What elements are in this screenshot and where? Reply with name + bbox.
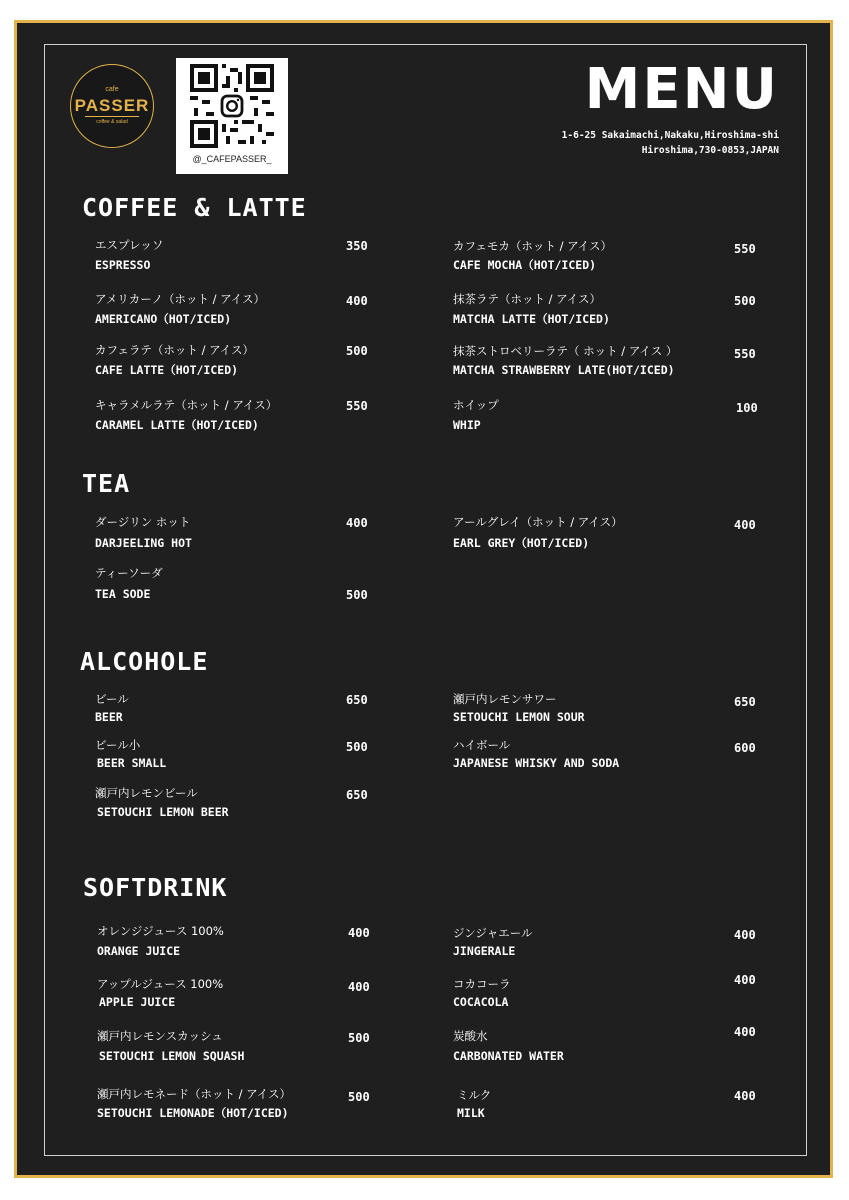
item-en-name: MATCHA STRAWBERRY LATE(HOT/ICED): [453, 363, 675, 377]
item-en-name: DARJEELING HOT: [95, 536, 192, 550]
address: [562, 128, 779, 158]
item-en-name: CARBONATED WATER: [453, 1049, 564, 1063]
item-jp-name: 瀬戸内レモンビール: [95, 786, 198, 800]
item-en-name: BEER: [95, 710, 123, 724]
instagram-qr-code[interactable]: [176, 58, 288, 174]
item-price: 550: [734, 242, 756, 256]
item-price: 650: [734, 695, 756, 709]
qr-pattern: [190, 64, 274, 148]
item-en-name: SETOUCHI LEMON SQUASH: [99, 1049, 245, 1063]
item-price: 400: [734, 1025, 756, 1039]
item-price: 500: [346, 344, 368, 358]
address-line-1: 1-6-25 Sakaimachi,Nakaku,Hiroshima-shi: [561, 130, 779, 141]
item-jp-name: 炭酸水: [453, 1029, 488, 1043]
logo-subtitle: coffee & salad: [96, 119, 128, 125]
logo-top-text: cafe: [105, 86, 119, 93]
item-en-name: MATCHA LATTE（HOT/ICED): [453, 312, 610, 326]
item-price: 400: [734, 1089, 756, 1103]
item-en-name: CARAMEL LATTE（HOT/ICED): [95, 418, 259, 432]
item-jp-name: ミルク: [457, 1088, 492, 1102]
item-price: 400: [346, 294, 368, 308]
item-en-name: CAFE MOCHA（HOT/ICED): [453, 258, 597, 272]
logo-name: PASSER: [74, 96, 150, 115]
page-title: MENU: [584, 57, 779, 122]
item-jp-name: ダージリン ホット: [95, 515, 191, 529]
item-jp-name: ビール: [95, 692, 129, 706]
item-price: 550: [734, 347, 756, 361]
section-title-alcohol: ALCOHOLE: [80, 647, 209, 676]
item-en-name: APPLE JUICE: [99, 995, 176, 1009]
item-en-name: SETOUCHI LEMON BEER: [97, 805, 229, 819]
section-title-tea: TEA: [82, 469, 131, 498]
item-en-name: WHIP: [453, 418, 481, 432]
item-en-name: SETOUCHI LEMON SOUR: [453, 710, 585, 724]
item-en-name: ORANGE JUICE: [97, 944, 181, 958]
logo-divider: [85, 116, 139, 117]
item-price: 600: [734, 741, 756, 755]
item-price: 400: [348, 980, 370, 994]
item-jp-name: ホイップ: [453, 398, 499, 412]
instagram-handle: @_CAFEPASSER_: [192, 154, 272, 164]
item-jp-name: 瀬戸内レモンスカッシュ: [97, 1029, 223, 1043]
item-en-name: JINGERALE: [453, 944, 516, 958]
item-jp-name: カフェモカ（ホット / アイス）: [453, 239, 612, 253]
item-price: 100: [736, 401, 758, 415]
section-title-softdrink: SOFTDRINK: [83, 873, 228, 902]
item-jp-name: アールグレイ（ホット / アイス）: [453, 515, 623, 529]
item-jp-name: オレンジジュース 100%: [97, 924, 224, 938]
item-price: 650: [346, 693, 368, 707]
item-price: 650: [346, 788, 368, 802]
item-price: 500: [346, 588, 368, 602]
item-price: 500: [734, 294, 756, 308]
section-title-coffee: COFFEE & LATTE: [82, 193, 307, 222]
item-en-name: CAFE LATTE（HOT/ICED): [95, 363, 239, 377]
item-en-name: SETOUCHI LEMONADE（HOT/ICED): [97, 1106, 289, 1120]
item-jp-name: アップルジュース 100%: [97, 977, 224, 991]
item-jp-name: ハイボール: [453, 738, 511, 752]
item-jp-name: ジンジャエール: [453, 926, 533, 940]
item-en-name: TEA SODE: [95, 587, 151, 601]
item-jp-name: 抹茶ラテ（ホット / アイス）: [453, 292, 602, 306]
item-jp-name: 瀬戸内レモンサワー: [453, 692, 557, 706]
item-en-name: JAPANESE WHISKY AND SODA: [453, 756, 620, 770]
item-en-name: AMERICANO（HOT/ICED): [95, 312, 232, 326]
cafe-logo: [70, 64, 154, 148]
item-jp-name: ティーソーダ: [95, 566, 163, 580]
item-jp-name: 抹茶ストロベリーラテ（ ホット / アイス ）: [453, 344, 678, 358]
item-en-name: COCACOLA: [453, 995, 509, 1009]
item-en-name: BEER SMALL: [97, 756, 167, 770]
item-price: 400: [734, 973, 756, 987]
item-en-name: MILK: [457, 1106, 485, 1120]
item-jp-name: カフェラテ（ホット / アイス）: [95, 343, 254, 357]
item-en-name: EARL GREY（HOT/ICED): [453, 536, 590, 550]
item-price: 400: [734, 928, 756, 942]
item-jp-name: キャラメルラテ（ホット / アイス）: [95, 398, 278, 412]
item-price: 500: [348, 1031, 370, 1045]
item-jp-name: コカコーラ: [453, 977, 511, 991]
item-price: 500: [348, 1090, 370, 1104]
item-jp-name: 瀬戸内レモネード（ホット / アイス）: [97, 1087, 292, 1101]
item-price: 500: [346, 740, 368, 754]
item-jp-name: ビール小: [95, 738, 141, 752]
item-price: 400: [348, 926, 370, 940]
item-en-name: ESPRESSO: [95, 258, 151, 272]
item-jp-name: エスプレッソ: [95, 238, 164, 252]
item-price: 550: [346, 399, 368, 413]
item-price: 400: [734, 518, 756, 532]
address-line-2: Hiroshima,730-0853,JAPAN: [641, 145, 779, 156]
item-price: 400: [346, 516, 368, 530]
item-price: 350: [346, 239, 368, 253]
item-jp-name: アメリカーノ（ホット / アイス）: [95, 292, 265, 306]
